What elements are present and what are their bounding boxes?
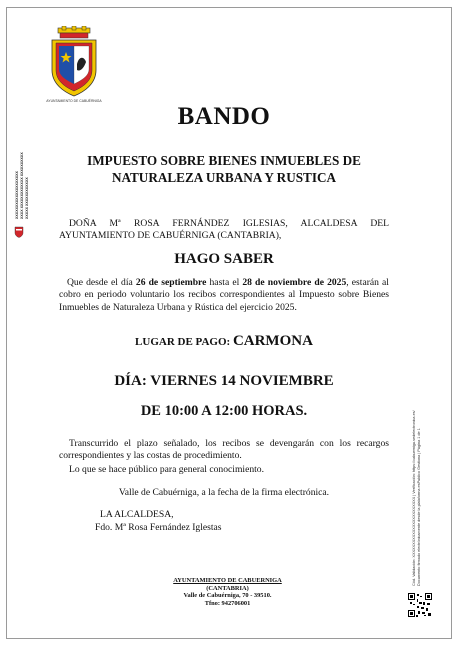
- footer-line: Valle de Cabuérniga, 70 - 39510.: [183, 592, 272, 600]
- registration-line: XXXXXXXXXXXXXXXXXXXX: [15, 171, 19, 219]
- registration-line: XXXXX XXXXXXXXXXXX: [25, 177, 29, 219]
- document-subtitle: [59, 152, 389, 186]
- document-title: BANDO: [177, 103, 271, 130]
- payment-day: DÍA: VIERNES 14 NOVIEMBRE: [114, 373, 334, 389]
- verification-stamp: [406, 400, 440, 590]
- coat-of-arms-icon: [46, 26, 102, 104]
- registration-stamp: [3, 135, 37, 225]
- region-logo-icon: [14, 226, 24, 238]
- period-text: , estarán al cobro en periodo voluntario los recibos correspondientes al Impuesto sobre Bienes Inmuebles de Naturaleza Urbana y Rústica del ejercicio 2025.: [59, 277, 389, 313]
- surcharge-paragraph: Transcurrido el plazo señalado, los recibos se devengarán con los recargos correspondientes y las costas de procedimiento.: [59, 438, 389, 462]
- registration-line: XXXX XXXXXXXXXXXXX XXXXXXXXXX: [20, 152, 24, 219]
- payment-period-paragraph: [59, 277, 389, 314]
- start-date: 26 de septiembre: [135, 277, 207, 288]
- period-text: hasta el: [206, 277, 243, 288]
- qr-code-icon[interactable]: [408, 593, 432, 617]
- footer-line: (CANTABRIA): [206, 584, 249, 592]
- footer-line: Tfno: 942706001: [204, 599, 251, 607]
- subtitle-line: IMPUESTO SOBRE BIENES INMUEBLES DE: [87, 153, 361, 168]
- payment-place-label: LUGAR DE PAGO:: [135, 336, 233, 348]
- payment-place: [59, 333, 389, 350]
- footer-line: AYUNTAMIENTO DE CABUERNIGA: [173, 577, 282, 584]
- hago-saber-heading: HAGO SABER: [174, 251, 274, 267]
- public-notice-paragraph: Lo que se hace público para general conocimiento.: [69, 464, 264, 475]
- payment-hours: DE 10:00 A 12:00 HORAS.: [140, 403, 308, 419]
- intro-paragraph: DOÑA Mª ROSA FERNÁNDEZ IGLESIAS, ALCALDESA DEL AYUNTAMIENTO DE CABUÉRNIGA (CANTABRIA),: [59, 218, 389, 242]
- place-date-line: Valle de Cabuérniga, a la fecha de la firma electrónica.: [118, 487, 330, 498]
- payment-place-value: CARMONA: [232, 333, 313, 349]
- verification-line: Documento firmado electrónicamente desde la plataforma esPublico Gestiona | Página 1 de 1: [417, 428, 421, 586]
- signature-name: Fdo. Mª Rosa Fernández Iglestas: [95, 521, 222, 533]
- coat-of-arms-caption: AYUNTAMIENTO DE CABUÉRNIGA: [46, 99, 102, 103]
- subtitle-line: NATURALEZA URBANA Y RUSTICA: [111, 170, 337, 185]
- verification-line: Cód. Validación: XXXXXXXXXXXXXXXXXXXXXXXX | Verificación: https://cabuerniga.sedelectronica.es/: [412, 410, 416, 586]
- signature-block: [59, 509, 389, 534]
- end-date: 28 de noviembre de 2025: [242, 277, 347, 288]
- footer-address: [150, 577, 305, 607]
- period-text: Que desde el día: [67, 277, 136, 288]
- signature-role: LA ALCALDESA,: [100, 509, 174, 520]
